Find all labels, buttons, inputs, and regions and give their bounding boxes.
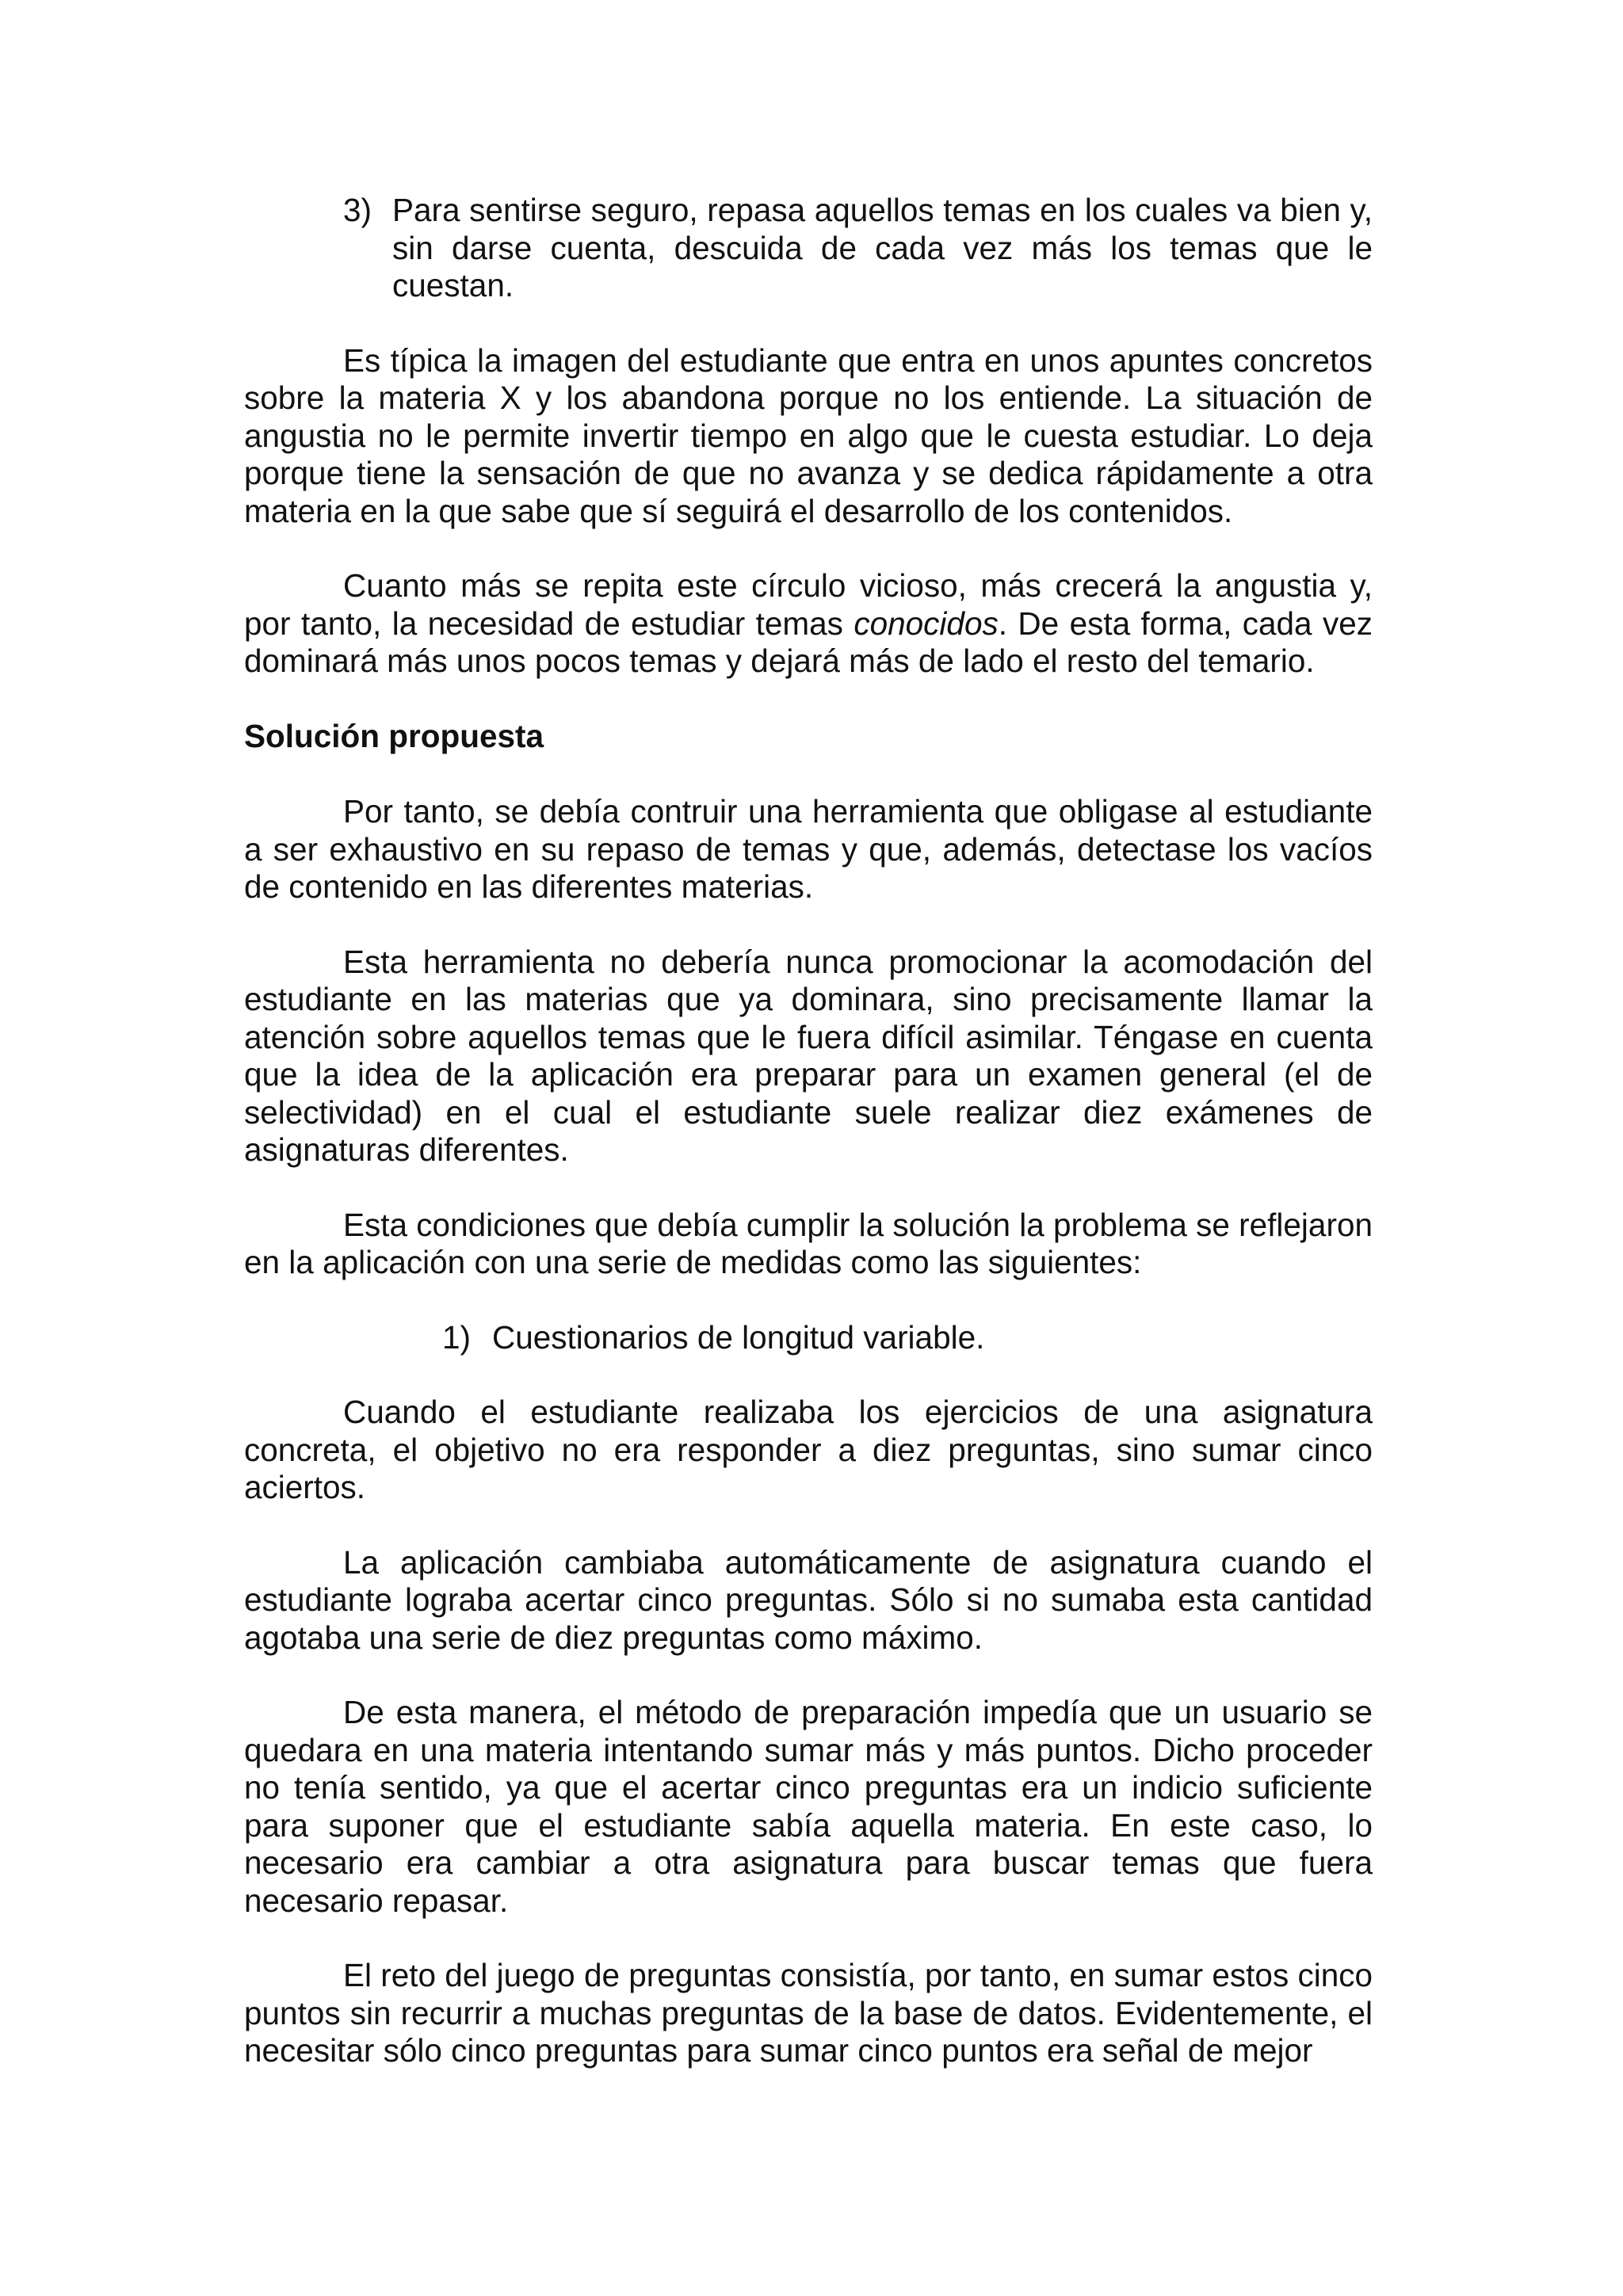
paragraph-9: El reto del juego de preguntas consistía, por tanto, en sumar estos cinco puntos sin recurrir a muchas preguntas de la base de datos. Evidentemente, el necesitar sólo cinco preguntas para sumar cinco puntos era señal de mejor <box>244 1957 1373 2069</box>
paragraph-6: Cuando el estudiante realizaba los ejercicios de una asignatura concreta, el objetivo no era responder a diez preguntas, sino sumar cinco aciertos. <box>244 1394 1373 1505</box>
list-number: 1) <box>442 1318 472 1356</box>
paragraph-2-text-a: Cuanto más se repita este círculo vicioso, más crecerá la angustia y, por tanto, la necesidad de estudiar temas <box>244 567 1373 642</box>
paragraph-1: Es típica la imagen del estudiante que entra en unos apuntes concretos sobre la materia X y los abandona porque no los entiende. La situación de angustia no le permite invertir tiempo en algo que le cuesta estudiar. Lo deja porque tiene la sensación de que no avanza y se dedica rápidamente a otra materia en la que sabe que sí seguirá el desarrollo de los contenidos. <box>244 341 1373 529</box>
paragraph-4: Esta herramienta no debería nunca promocionar la acomodación del estudiante en las materias que ya dominara, sino precisamente llamar la atención sobre aquellos temas que le fuera difícil asimilar. Téngase en cuenta que la idea de la aplicación era preparar para un examen general (el de selectividad) en el cual el estudiante suele realizar diez exámenes de asignaturas diferentes. <box>244 943 1373 1168</box>
paragraph-2-text-b: . De esta forma, cada vez dominará más unos pocos temas y dejará más de lado el resto del temario. <box>244 605 1373 679</box>
section-heading: Solución propuesta <box>244 717 544 754</box>
list-item-text: Cuestionarios de longitud variable. <box>492 1318 985 1356</box>
paragraph-3: Por tanto, se debía contruir una herramienta que obligase al estudiante a ser exhaustivo en su repaso de temas y que, además, detectase los vacíos de contenido en las diferentes materias. <box>244 793 1373 905</box>
paragraph-7: La aplicación cambiaba automáticamente de asignatura cuando el estudiante lograba acertar cinco preguntas. Sólo si no sumaba esta cantidad agotaba una serie de diez preguntas como máximo. <box>244 1543 1373 1656</box>
list-number: 3) <box>343 192 372 228</box>
page-body <box>244 192 1373 2070</box>
list-item-text: Para sentirse seguro, repasa aquellos temas en los cuales va bien y, sin darse cuenta, descuida de cada vez más los temas que le cuestan. <box>392 192 1373 303</box>
paragraph-2 <box>244 567 1373 681</box>
list-item-1 <box>244 1319 1373 1357</box>
emphasis-conocidos: conocidos <box>854 605 999 642</box>
paragraph-5: Esta condiciones que debía cumplir la solución la problema se reflejaron en la aplicación con una serie de medidas como las siguientes: <box>244 1206 1373 1280</box>
list-item-3 <box>244 192 1373 305</box>
paragraph-8: De esta manera, el método de preparación impedía que un usuario se quedara en una materia intentando sumar más y más puntos. Dicho proceder no tenía sentido, ya que el acertar cinco preguntas era un indicio suficiente para suponer que el estudiante sabía aquella materia. En este caso, lo necesario era cambiar a otra asignatura para buscar temas que fuera necesario repasar. <box>244 1694 1373 1919</box>
